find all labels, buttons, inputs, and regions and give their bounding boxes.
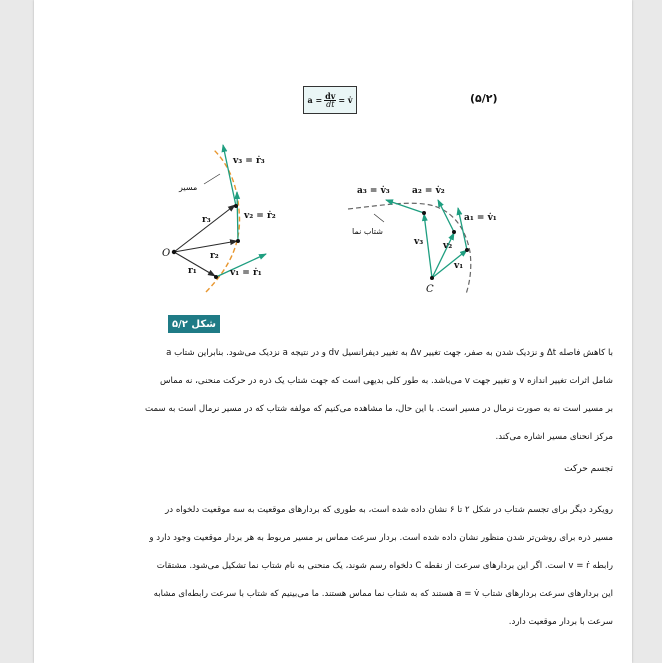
hodo-point-2 (452, 230, 456, 234)
path-label-leader (204, 174, 220, 184)
eq-frac-num: dv (325, 90, 336, 101)
point-3 (234, 204, 238, 208)
path-label: مسیر (179, 183, 198, 192)
a3-vector (386, 200, 424, 213)
eq-rhs: = v̇ (338, 95, 353, 105)
r2-vector (174, 241, 237, 252)
hodograph-label-leader (374, 214, 384, 222)
r1-label: r₁ (188, 266, 197, 276)
origin-label: O (162, 248, 171, 259)
hodo-v1-label: v₁ (454, 261, 464, 271)
paragraph-1-line: مرکز انحنای مسیر اشاره می‌کند. (495, 432, 613, 442)
hodo-v3-vector (424, 214, 432, 278)
section-heading: تجسم حرکت (564, 464, 613, 474)
paragraph-1 (53, 339, 613, 451)
paragraph-2-line: سرعت با بردار موقعیت دارد. (508, 617, 613, 627)
hodo-v2-vector (432, 233, 454, 278)
hodo-point-1 (465, 248, 469, 252)
paragraph-2 (53, 496, 613, 636)
v3-vector (223, 145, 236, 206)
right-figure (348, 185, 497, 295)
hodo-v2-label: v₂ (443, 241, 453, 251)
paragraph-2-line: این بردارهای سرعت بردارهای شتاب a = v̇ هستند که به شتاب نما مماس هستند. ما می‌بینیم که شتاب با سرعت رابطه‌ای مشابه (153, 589, 613, 599)
eq-lhs: a = (307, 95, 323, 105)
v3-label: v₃ = ṙ₃ (233, 156, 265, 166)
r3-label: r₃ (202, 215, 211, 225)
hodo-v3-label: v₃ (414, 237, 424, 247)
origin-point (172, 250, 176, 254)
v2-vector (237, 192, 238, 241)
paragraph-1-line: شامل اثرات تغییر اندازه v و تغییر جهت v می‌باشد. به طور کلی بدیهی است که جهت شتاب یک ذره در حرکت منحنی، نه مماس (160, 376, 613, 386)
center-label: C (426, 284, 434, 295)
v1-label: v₁ = ṙ₁ (230, 268, 262, 278)
v2-label: v₂ = ṙ₂ (244, 211, 276, 221)
hodo-point-3 (422, 211, 426, 215)
r2-label: r₂ (210, 251, 219, 261)
equation-number: (۵/۲) (470, 92, 498, 105)
figure-5-2 (34, 0, 632, 320)
figure-caption: شکل ۵/۲ (168, 315, 220, 333)
point-2 (236, 239, 240, 243)
paragraph-1-line: بر مسیر است نه به صورت نرمال در مسیر است. با این حال، ما مشاهده می‌کنیم که مولفه شتاب که در مسیر نرمال است به سمت (145, 404, 613, 414)
a1-label: a₁ = v̇₁ (464, 213, 497, 223)
paragraph-2-line: رابطه v = ṙ است. اگر این بردارهای سرعت از نقطه C دلخواه رسم شوند، یک منحنی به نام شتاب نما تشکیل می‌شود. مشتقات (156, 561, 613, 571)
r3-vector (174, 205, 235, 252)
left-figure (162, 145, 276, 292)
a3-label: a₃ = v̇₃ (357, 186, 390, 196)
document-page (34, 0, 632, 663)
point-1 (214, 275, 218, 279)
paragraph-2-line: مسیر ذره برای روشن‌تر شدن منظور نشان داده شده است. بردار سرعت مماس بر مسیر مربوط به هر بردار موقعیت وجود دارد و (149, 533, 613, 543)
hodograph-curve (348, 203, 471, 294)
paragraph-1-line: با کاهش فاصله Δt و نزدیک شدن به صفر، جهت تغییر Δv به تغییر دیفرانسیل dv و در نتیجه a نزدیک می‌شود. بنابراین شتاب a (166, 348, 613, 358)
hodo-center-point (430, 276, 434, 280)
paragraph-2-line: رویکرد دیگر برای تجسم شتاب در شکل ۲ تا ۶ نشان داده شده است، به طوری که بردارهای موقعیت به سه موقعیت دلخواه در (165, 505, 613, 515)
hodograph-label: شتاب نما (352, 227, 383, 236)
a2-label: a₂ = v̇₂ (412, 186, 445, 196)
eq-frac-den: dt (326, 99, 335, 109)
